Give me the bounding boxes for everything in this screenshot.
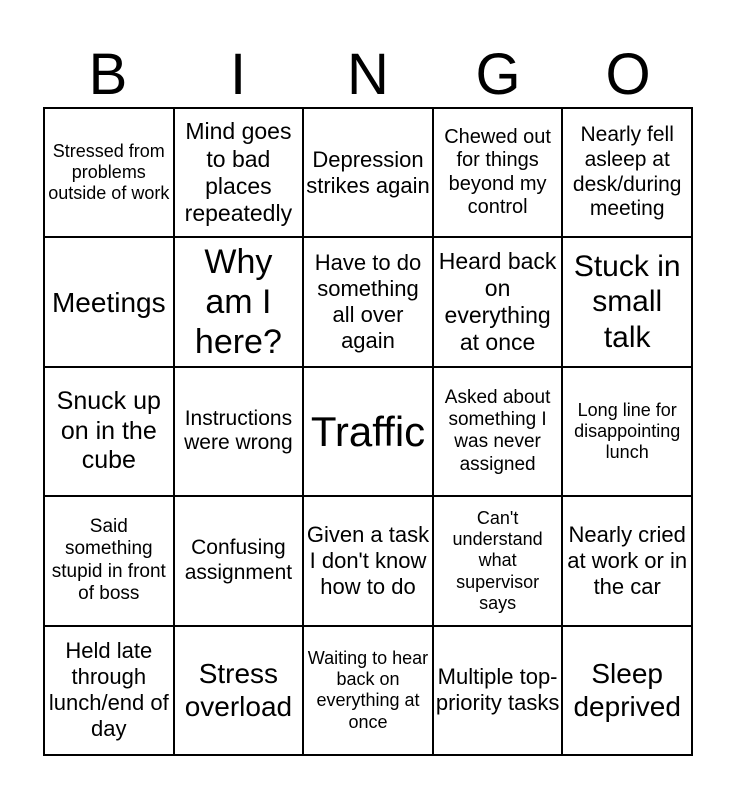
bingo-cell[interactable]: Waiting to hear back on everything at once	[303, 626, 433, 755]
bingo-cell[interactable]: Snuck up on in the cube	[44, 367, 174, 496]
header-letter-i: I	[229, 42, 247, 107]
bingo-cell[interactable]: Have to do something all over again	[303, 237, 433, 366]
bingo-cell[interactable]: Mind goes to bad places repeatedly	[174, 108, 304, 237]
header-letter-n: N	[347, 42, 389, 107]
bingo-cell[interactable]: Nearly cried at work or in the car	[562, 496, 692, 625]
bingo-cell[interactable]: Depression strikes again	[303, 108, 433, 237]
bingo-cell[interactable]: Confusing assignment	[174, 496, 304, 625]
bingo-cell[interactable]: Meetings	[44, 237, 174, 366]
bingo-cell[interactable]: Stuck in small talk	[562, 237, 692, 366]
bingo-cell[interactable]: Held late through lunch/end of day	[44, 626, 174, 755]
bingo-cell[interactable]: Heard back on everything at once	[433, 237, 563, 366]
bingo-cell[interactable]: Asked about something I was never assigned	[433, 367, 563, 496]
bingo-cell[interactable]: Nearly fell asleep at desk/during meeting	[562, 108, 692, 237]
bingo-card-grid	[43, 107, 693, 756]
bingo-cell[interactable]: Why am I here?	[174, 237, 304, 366]
header-letter-g: G	[475, 42, 521, 107]
bingo-cell[interactable]: Sleep deprived	[562, 626, 692, 755]
bingo-cell[interactable]: Chewed out for things beyond my control	[433, 108, 563, 237]
bingo-cell[interactable]: Stressed from problems outside of work	[44, 108, 174, 237]
header-letter-b: B	[88, 42, 128, 107]
bingo-cell[interactable]: Stress overload	[174, 626, 304, 755]
bingo-cell[interactable]: Said something stupid in front of boss	[44, 496, 174, 625]
bingo-cell[interactable]: Given a task I don't know how to do	[303, 496, 433, 625]
bingo-cell[interactable]: Can't understand what supervisor says	[433, 496, 563, 625]
bingo-cell[interactable]: Traffic	[303, 367, 433, 496]
bingo-cell[interactable]: Instructions were wrong	[174, 367, 304, 496]
bingo-header	[43, 44, 693, 106]
bingo-cell[interactable]: Long line for disappointing lunch	[562, 367, 692, 496]
header-letter-o: O	[605, 42, 651, 107]
bingo-cell[interactable]: Multiple top-priority tasks	[433, 626, 563, 755]
